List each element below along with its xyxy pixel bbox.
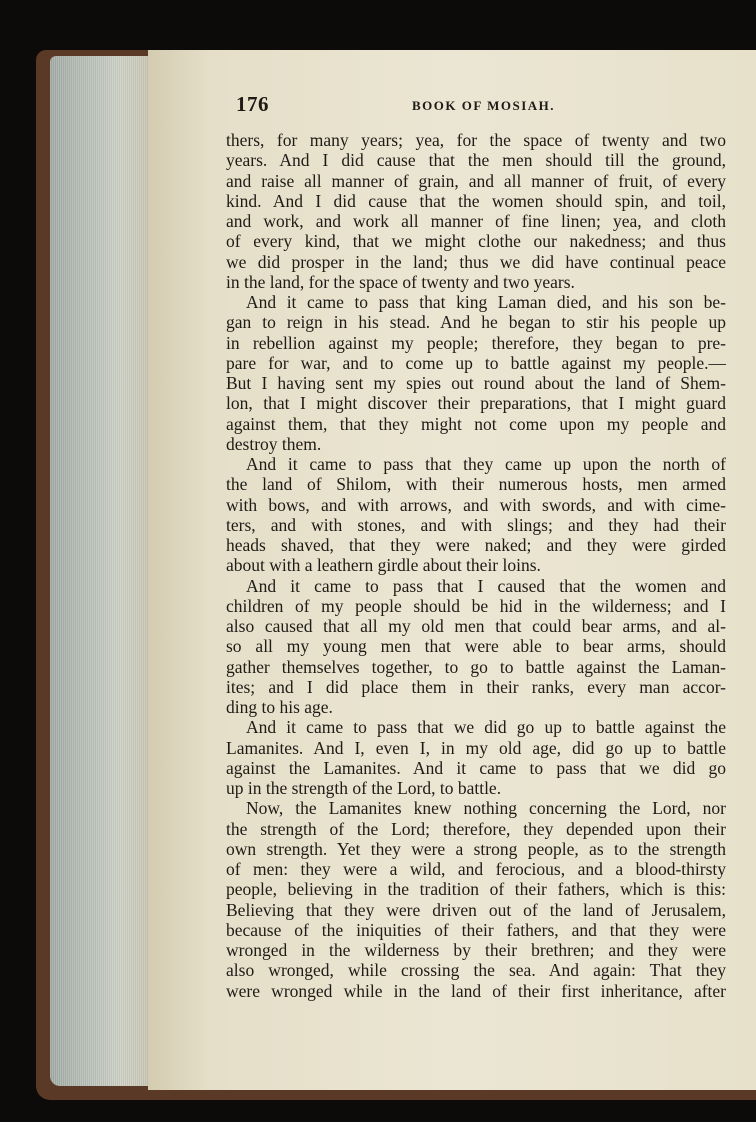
text-line: thers, for many years; yea, for the space of twenty and two [226, 130, 726, 150]
text-line: in rebellion against my people; therefore, they began to pre- [226, 332, 726, 353]
text-line: were wronged while in the land of their first inheritance, after [226, 980, 726, 1001]
text-line: And it came to pass that king Laman died, and his son be- [246, 292, 726, 312]
text-line: wronged in the wilderness by their brethren; and they were [226, 940, 726, 960]
text-line: of every kind, that we might clothe our nakedness; and thus [226, 231, 726, 252]
text-line: up in the strength of the Lord, to battle. [226, 778, 502, 798]
text-line: we did prosper in the land; thus we did have continual peace [226, 251, 726, 272]
text-line: because of the iniquities of their fathers, and that they were [226, 919, 726, 940]
page-number: 176 [236, 92, 269, 116]
text-line: the land of Shilom, with their numerous hosts, men armed [226, 474, 726, 495]
page-stack-edge [50, 56, 152, 1086]
text-line: also caused that all my old men that could bear arms, and al- [226, 616, 726, 636]
text-line: pare for war, and to come up to battle against my people.— [226, 352, 726, 373]
text-line: Now, the Lamanites knew nothing concerning the Lord, nor [246, 798, 726, 819]
text-line: with bows, and with arrows, and with swords, and with cime- [226, 494, 726, 515]
text-line: gan to reign in his stead. And he began to stir his people up [226, 312, 726, 333]
text-line: against the Lamanites. And it came to pass that we did go [226, 757, 726, 778]
text-line: and work, and work all manner of fine linen; yea, and cloth [226, 211, 726, 231]
text-line: And it came to pass that we did go up to battle against the [246, 717, 726, 738]
page-header [236, 92, 726, 118]
text-line: in the land, for the space of twenty and two years. [226, 271, 575, 292]
text-line: heads shaved, that they were naked; and they were girded [226, 535, 726, 555]
text-line: about with a leathern girdle about their loins. [226, 555, 541, 576]
text-line: people, believing in the tradition of their fathers, which is this: [226, 879, 726, 900]
text-line: And it came to pass that I caused that the women and [246, 575, 726, 596]
running-title: BOOK OF MOSIAH. [412, 98, 555, 113]
text-line: own strength. Yet they were a strong people, as to the strength [226, 838, 726, 859]
text-line: ters, and with stones, and with slings; and they had their [226, 514, 726, 535]
body-text [226, 130, 726, 1001]
text-line: children of my people should be hid in the wilderness; and I [226, 595, 726, 616]
text-line: Lamanites. And I, even I, in my old age, did go up to battle [226, 737, 726, 758]
text-line: years. And I did cause that the men should till the ground, [226, 150, 726, 171]
text-line: ding to his age. [226, 697, 333, 717]
text-line: ites; and I did place them in their ranks, every man accor- [226, 676, 726, 697]
text-line: also wronged, while crossing the sea. And again: That they [226, 960, 726, 981]
text-line: destroy them. [226, 433, 322, 454]
text-line: Believing that they were driven out of the land of Jerusalem, [226, 899, 726, 920]
text-line: But I having sent my spies out round about the land of Shem- [226, 373, 726, 393]
text-line: gather themselves together, to go to battle against the Laman- [226, 656, 726, 677]
text-line: against them, that they might not come upon my people and [226, 413, 726, 434]
text-line: so all my young men that were able to bear arms, should [226, 636, 726, 657]
text-line: And it came to pass that they came up upon the north of [246, 454, 726, 474]
text-line: lon, that I might discover their preparations, that I might guard [226, 393, 726, 414]
text-line: kind. And I did cause that the women should spin, and toil, [226, 190, 726, 211]
text-line: and raise all manner of grain, and all manner of fruit, of every [226, 170, 726, 191]
text-line: of men: they were a wild, and ferocious, and a blood-thirsty [226, 859, 726, 879]
text-line: the strength of the Lord; therefore, they depended upon their [226, 818, 726, 839]
